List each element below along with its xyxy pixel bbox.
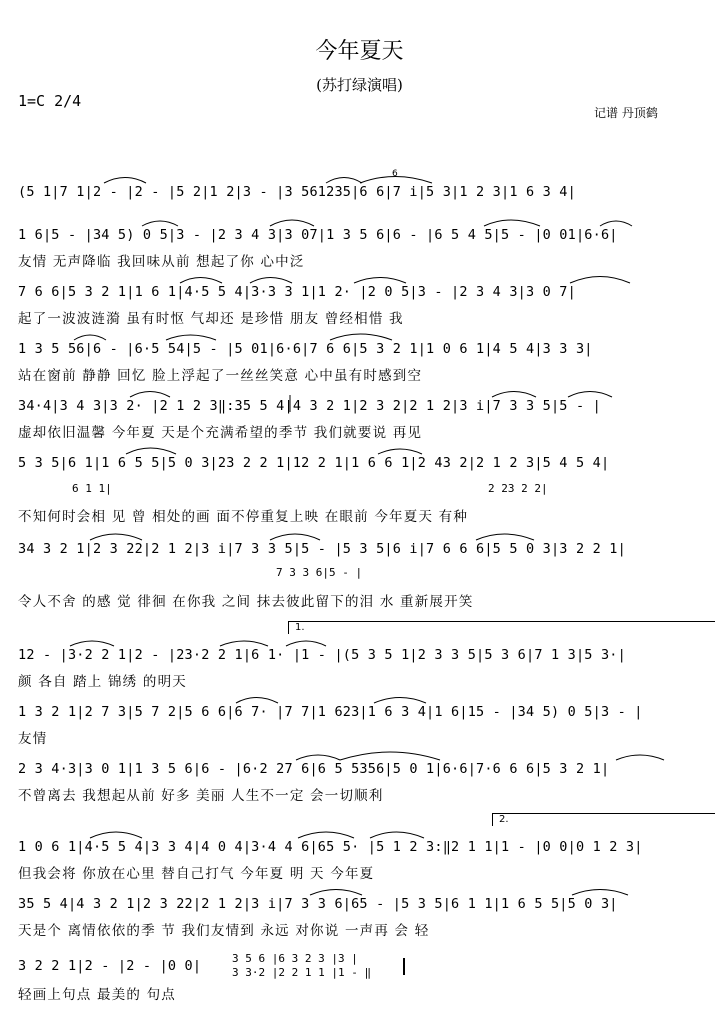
slur: [354, 278, 406, 284]
slur: [568, 392, 612, 398]
slur: [370, 832, 424, 838]
slur: [220, 641, 268, 646]
slur: [298, 832, 354, 838]
lyric-line: 不曾离去 我想起从前 好多 美丽 人生不一定 会一切顺利: [18, 788, 384, 804]
slur: [340, 752, 440, 760]
lyric-line: 天是个 离情依依的季 节 我们友情到 永远 对你说 一声再 会 轻: [18, 923, 430, 939]
lyric-line: 友情 无声降临 我回味从前 想起了你 心中泛: [18, 254, 305, 270]
notation-line: 1 3 5 56|6 - |6·5 54|5 - |5 01|6·6|7 6 6|5 3 2 1|1 0 6 1|4 5 4|3 3 3|: [18, 341, 593, 357]
notation-line: 34 3 2 1|2 3 22|2 1 2|3 i|7 3 3 5|5 - |5 3 5|6 i|7 6 6 6|5 5 0 3|3 2 2 1|: [18, 541, 626, 557]
second-ending-bracket: 2.: [492, 813, 715, 826]
alternate-notes: 2 23 2 2|: [488, 482, 548, 495]
slur: [142, 221, 178, 226]
slur: [326, 178, 362, 184]
slur: [70, 641, 114, 646]
notation-line: 2 3 4·3|3 0 1|1 3 5 6|6 - |6·2 27 6|6 5 5356|5 0 1|6·6|7·6 6 6|5 3 2 1|: [18, 761, 610, 777]
notation-line: (5 1|7 1|2 - |2 - |5 2|1 2|3 - |3 561235|6 6|7 i|5 3|1 2 3|1 6 3 4|: [18, 184, 576, 200]
slur: [570, 277, 630, 284]
slur: [360, 177, 432, 184]
slur: [104, 178, 146, 184]
tuplet-number: 6: [392, 169, 398, 179]
lyric-line: 轻画上句点 最美的 句点: [18, 987, 176, 1003]
notation-line: 1 3 2 1|2 7 3|5 7 2|5 6 6|6 7· |7 7|1 623|1 6 3 4|1 6|15 - |34 5) 0 5|3 - |: [18, 704, 643, 720]
key-signature: 1=C 2/4: [18, 92, 82, 110]
notation-line: 3 2 2 1|2 - |2 - |0 0|: [18, 958, 202, 974]
slur: [90, 832, 142, 838]
notation-line: 7 6 6|5 3 2 1|1 6 1|4·5 5 4|3·3 3 1|1 2· |2 0 5|3 - |2 3 4 3|3 0 7|: [18, 284, 576, 300]
slur: [374, 698, 426, 704]
slur: [166, 335, 216, 340]
slur: [330, 334, 392, 340]
lyric-line: 虚却依旧温馨 今年夏 天是个充满希望的季节 我们就要说 再见: [18, 425, 423, 441]
transcriber-credit: 记谱 丹顶鹤: [594, 106, 658, 120]
slur: [180, 278, 222, 284]
slur: [310, 890, 362, 896]
song-subtitle: (苏打绿演唱): [316, 76, 403, 94]
slur: [270, 534, 320, 540]
notation-line: 5 3 5|6 1|1 6 5 5|5 0 3|23 2 2 1|12 2 1|1 6 6 1|2 43 2|2 1 2 3|5 4 5 4|: [18, 455, 610, 471]
slur: [74, 335, 106, 340]
slur: [286, 641, 326, 646]
lyric-line: 令人不舍 的感 觉 徘徊 在你我 之间 抹去彼此留下的泪 水 重新展开笑: [18, 594, 474, 610]
notation-line: 35 5 4|4 3 2 1|2 3 22|2 1 2|3 i|7 3 3 6|65 - |5 3 5|6 1 1|1 6 5 5|5 0 3|: [18, 896, 618, 912]
lyric-line: 但我会将 你放在心里 替自己打气 今年夏 明 天 今年夏: [18, 866, 375, 882]
slur: [484, 220, 540, 226]
lyric-line: 站在窗前 静静 回忆 脸上浮起了一丝丝笑意 心中虽有时感到空: [18, 368, 423, 384]
slur: [296, 755, 340, 760]
slur: [476, 534, 534, 540]
alternate-notes: 6 1 1|: [72, 482, 112, 495]
chord-notes: 3 3·2 |2 2 1 1 |1 - ‖: [232, 966, 372, 979]
slur: [130, 392, 170, 398]
slur: [572, 890, 628, 896]
lyric-line: 颜 各自 踏上 锦绣 的明天: [18, 674, 187, 690]
slur: [600, 221, 632, 226]
slur: [126, 448, 176, 454]
lyric-line: 起了一波波涟漪 虽有时怄 气却还 是珍惜 朋友 曾经相惜 我: [18, 311, 404, 327]
lyric-line: 友情: [18, 731, 48, 747]
slur: [492, 392, 536, 398]
notation-line: 34·4|3 4 3|3 2· |2 1 2 3‖:35 5 4|4 3 2 1|2 3 2|2 1 2|3 i|7 3 3 5|5 - |: [18, 398, 601, 414]
first-ending-bracket: 1.: [288, 621, 715, 634]
slur: [616, 755, 664, 760]
slur: [236, 698, 278, 704]
song-title: 今年夏天: [315, 39, 404, 64]
slur: [250, 278, 292, 284]
lyric-line: 不知何时会相 见 曾 相处的画 面不停重复上映 在眼前 今年夏天 有种: [18, 509, 469, 525]
slur: [378, 449, 422, 454]
chord-notes: 3 5 6 |6 3 2 3 |3 |: [232, 952, 358, 965]
alternate-notes: 7 3 3 6|5 - |: [276, 566, 363, 579]
notation-line: 1 0 6 1|4·5 5 4|3 3 4|4 0 4|3·4 4 6|65 5· |5 1 2 3:‖2 1 1|1 - |0 0|0 1 2 3|: [18, 839, 643, 855]
slur: [270, 220, 314, 226]
notation-line: 1 6|5 - |34 5) 0 5|3 - |2 3 4 3|3 07|1 3 5 6|6 - |6 5 4 5|5 - |0 01|6·6|: [18, 227, 618, 243]
notation-line: 12 - |3·2 2 1|2 - |23·2 2 1|6 1· |1 - |(5 3 5 1|2 3 3 5|5 3 6|7 1 3|5 3·|: [18, 647, 626, 663]
slur: [90, 534, 142, 540]
